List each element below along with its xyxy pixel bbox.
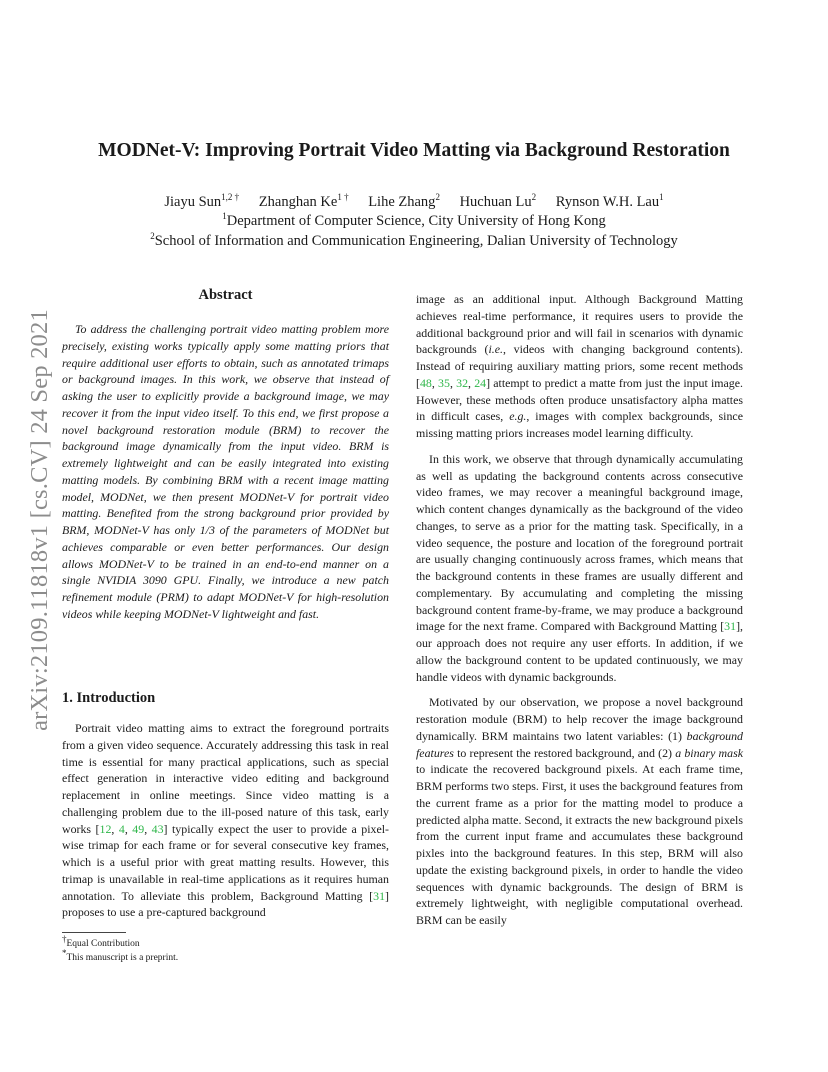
citation-link[interactable]: 4	[118, 821, 125, 836]
affiliation: $^2$School of Information and Communication Engineering, Dalian University of Technology	[150, 231, 678, 249]
citation-link[interactable]: 43	[151, 821, 164, 836]
footnote-rule	[62, 932, 126, 933]
citation-link[interactable]: 24	[474, 375, 487, 390]
citation-link[interactable]: 35	[438, 375, 450, 390]
intro-paragraph: Portrait video matting aims to extract the foreground portraits from a given video sequence. Accurately addressing this task in real time is essential for many practical applications, such as special effect generation in interactive video editing and background replacement in online meetings. Since video matting is a challenging problem due to the ill-posed nature of this task, early works [12, 4, 49, 43] typically expect the user to provide a pixel-wise trimap for each frame or for several consecutive key frames, which is a useful prior with great matting results. However, this trimap is unavailable in real-time applications as it requires human annotation. To alleviate this problem, Background Matting [31] proposes to use a pre-captured background	[62, 721, 389, 920]
paper-title: MODNet-V: Improving Portrait Video Matting via Background Restoration	[98, 140, 730, 161]
author: Lihe Zhang$^2$	[368, 192, 440, 210]
paragraph: Motivated by our observation, we propose a novel background restoration module (BRM) to help recover the image background dynamically. BRM maintains two latent variables: (1) background features to represent the restored background, and (2) a binary mask to indicate the recovered background pixels. At each frame time, BRM performs two steps. First, it uses the background features from the current frame as a prior for the matting model to produce a predicted alpha matte. Second, it extracts the new background pixels from the current input frame and accumulates these background pixles into the background features. In this step, BRM will also update the existing background pixels, in order to handle the video sequences with dynamic backgrounds. The design of BRM is extremely lightweight, with negligible computational overhead. BRM can be easily	[416, 695, 743, 927]
citation-link[interactable]: 31	[724, 619, 737, 634]
author: Rynson W.H. Lau$^1$	[555, 192, 664, 210]
footnote: †Equal Contribution	[62, 933, 140, 949]
abstract-body: To address the challenging portrait video matting problem more precisely, existing works typically apply some matting priors that require additional user efforts to obtain, such as annotated trimaps or background images. In this work, we observe that instead of asking the user to explicitly provide a background image, we may recover it from the input video itself. To this end, we first propose a novel background restoration module (BRM) to recover the background image dynamically from the input video. BRM is extremely lightweight and can be easily integrated into existing matting models. By combining BRM with a recent image matting model, MODNet, we then present MODNet-V for portrait video matting. Benefited from the strong background prior provided by BRM, MODNet-V has only 1/3 of the parameters of MODNet but achieves comparable or even better performances. Our design allows MODNet-V to be trained in an end-to-end manner on a single NVIDIA 3090 GPU. Finally, we introduce a new patch refinement module (PRM) to adapt MODNet-V for high-resolution videos while keeping MODNet-V lightweight and fast.	[62, 322, 389, 621]
citation-link[interactable]: 32	[456, 375, 469, 390]
section-heading: 1. Introduction	[62, 690, 156, 706]
citation-link[interactable]: 12	[99, 821, 112, 836]
author: Jiayu Sun$^{1,2 \dagger}$	[164, 192, 240, 210]
author: Huchuan Lu$^2$	[459, 192, 537, 210]
abstract-heading: Abstract	[198, 287, 253, 303]
citation-link[interactable]: 31	[373, 888, 386, 903]
arxiv-stamp: arXiv:2109.11818v1 [cs.CV] 24 Sep 2021	[26, 309, 53, 731]
paragraph: image as an additional input. Although Background Matting achieves real-time performance, it requires users to provide the additional background prior and will fail in scenarios with dynamic backgrounds (i.e., videos with changing background contents). Instead of requiring auxiliary matting priors, some recent methods [48, 35, 32, 24] attempt to predict a matte from just the input image. However, these methods often produce unsatisfactory alpha mattes in difficult cases, e.g., images with complex backgrounds, since missing matting priors increases model learning difficulty.	[416, 292, 743, 440]
citation-link[interactable]: 48	[419, 375, 432, 390]
author-list	[60, 194, 768, 211]
affiliation: $^1$Department of Computer Science, City University of Hong Kong	[222, 211, 606, 229]
author: Zhanghan $Ke^{1 \dagger}$	[258, 192, 349, 210]
right-column	[416, 291, 743, 929]
footnote: *This manuscript is a preprint.	[62, 947, 179, 963]
paragraph: In this work, we observe that through dynamically accumulating as well as updating the background contents across consecutive video frames, we may recover a meaningful background image, which content changes dynamically as the background of the video changes, to serve as a prior for the matting task. Specifically, in a video sequence, the posture and location of the foreground portrait are usually changing continuously across frames, which means that the background contents in these frames are usually different and complementary. By accumulating and completing the missing background content frame-by-frame, we may produce a background image for the next frame. Compared with Background Matting [31], our approach does not require any user efforts. In addition, if we allow the background content to be updated continuously, we may handle videos with dynamic backgrounds.	[416, 451, 743, 684]
citation-link[interactable]: 49	[132, 821, 145, 836]
